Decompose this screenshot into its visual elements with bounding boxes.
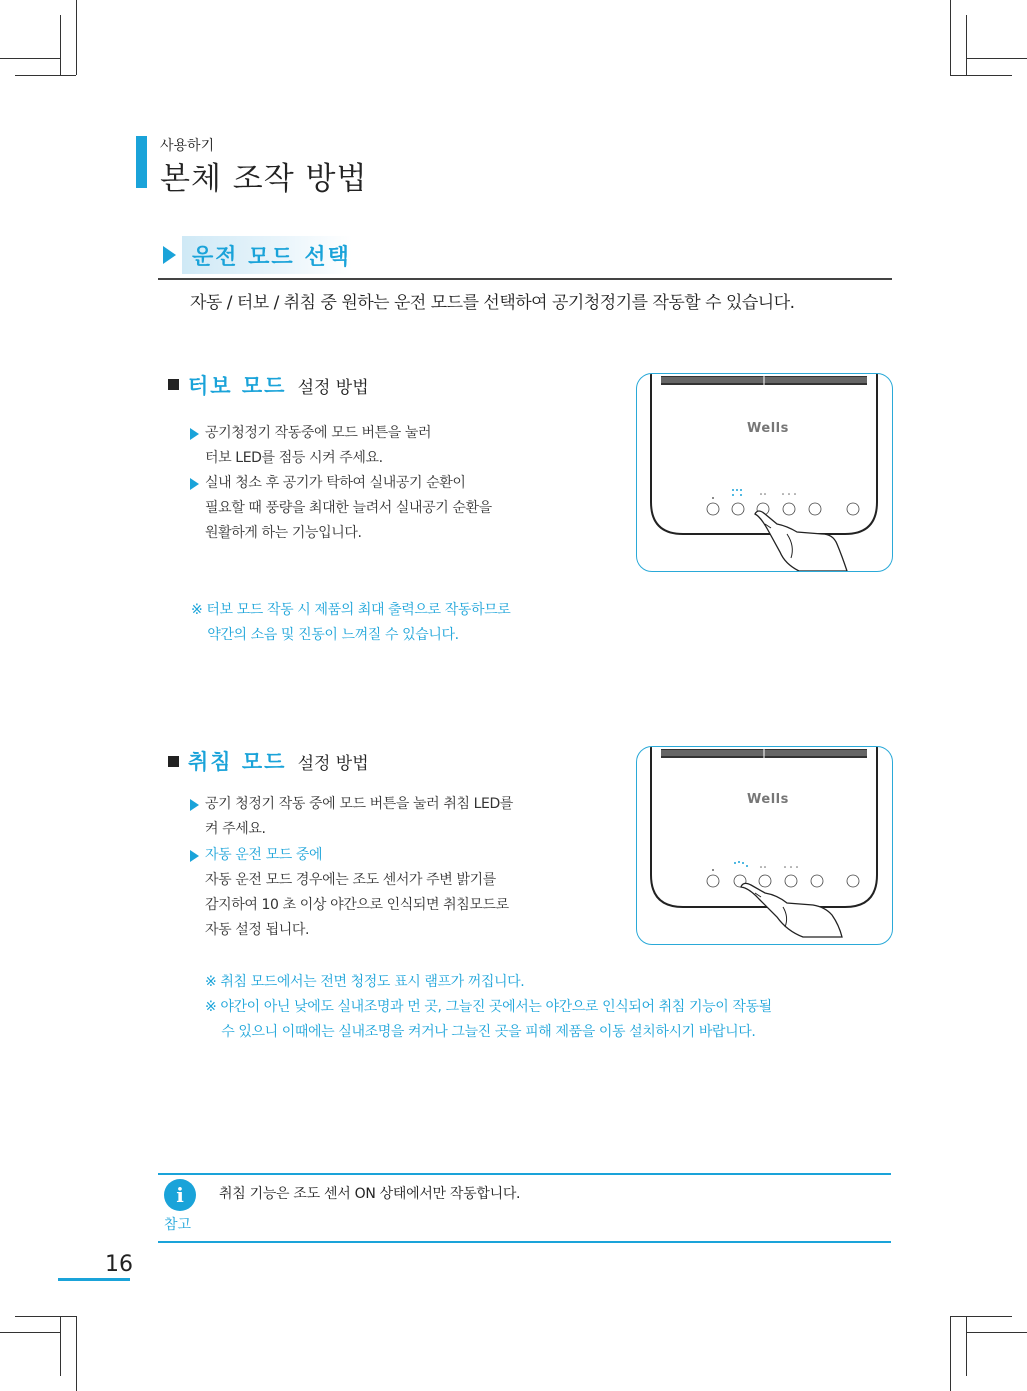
- crop-mark: [966, 1316, 967, 1376]
- header-accent-bar: [136, 136, 147, 188]
- bullet-arrow-icon: [190, 799, 199, 811]
- page-title: 본체 조작 방법: [160, 161, 368, 197]
- turbo-note: ※ 터보 모드 작동 시 제품의 최대 출력으로 작동하므로 약간의 소음 및 진동이 느껴질 수 있습니다.: [191, 602, 511, 643]
- turbo-bullet-2: 실내 청소 후 공기가 탁하여 실내공기 순환이 필요할 때 풍량을 최대한 늘려서 실내공기 순환을 원활하게 하는 기능입니다.: [205, 475, 492, 541]
- bullet-arrow-icon: [190, 478, 199, 490]
- crop-mark: [15, 1316, 76, 1317]
- crop-mark: [967, 58, 1027, 59]
- air-purifier-drawing: [637, 747, 892, 944]
- turbo-bullet-1: 공기청정기 작동중에 모드 버튼을 눌러 터보 LED를 점등 시켜 주세요.: [205, 425, 432, 466]
- turbo-device-illustration: [636, 373, 893, 572]
- crop-mark: [76, 1316, 77, 1391]
- sleep-heading: [188, 746, 369, 776]
- sleep-bullet-1: 공기 청정기 작동 중에 모드 버튼을 눌러 취침 LED를 켜 주세요.: [205, 796, 513, 837]
- section-intro: 자동 / 터보 / 취침 중 원하는 운전 모드를 선택하여 공기청정기를 작동할 수 있습니다.: [190, 293, 795, 313]
- crop-mark: [950, 75, 1012, 76]
- note-label: 참고: [164, 1217, 192, 1233]
- crop-mark: [0, 1332, 60, 1333]
- bullet-arrow-icon: [190, 850, 199, 862]
- breadcrumb: 사용하기: [160, 138, 215, 154]
- crop-mark: [15, 75, 76, 76]
- sleep-note-1: ※ 취침 모드에서는 전면 청정도 표시 램프가 꺼집니다.: [205, 974, 525, 990]
- device-brand-logo: Wells: [747, 792, 789, 807]
- turbo-title: 터보 모드: [188, 374, 287, 398]
- section-divider: [158, 278, 892, 280]
- note-box-bottom-rule: [158, 1241, 891, 1243]
- page-number: 16: [105, 1252, 133, 1277]
- info-icon: i: [164, 1179, 196, 1211]
- crop-mark: [950, 1316, 951, 1391]
- section-title: 운전 모드 선택: [192, 245, 351, 270]
- bullet-arrow-icon: [190, 428, 199, 440]
- device-brand-logo: Wells: [747, 421, 789, 436]
- crop-mark: [966, 15, 967, 75]
- sleep-note-2: ※ 야간이 아닌 낮에도 실내조명과 먼 곳, 그늘진 곳에서는 야간으로 인식되어 취침 기능이 작동될 수 있으니 이때에는 실내조명을 켜거나 그늘진 곳을 피해 제품을 이동 설치하시기 바랍니다.: [205, 999, 772, 1040]
- note-text: 취침 기능은 조도 센서 ON 상태에서만 작동합니다.: [219, 1186, 521, 1202]
- crop-mark: [76, 0, 77, 75]
- section-arrow-icon: [163, 246, 176, 264]
- square-bullet-icon: [168, 756, 179, 767]
- air-purifier-drawing: [637, 374, 892, 571]
- turbo-title-rest: 설정 방법: [297, 378, 369, 398]
- note-box-top-rule: [158, 1173, 891, 1175]
- crop-mark: [950, 0, 951, 75]
- sleep-title-rest: 설정 방법: [297, 754, 369, 774]
- sleep-bullet-2: 자동 운전 모드 중에 자동 운전 모드 경우에는 조도 센서가 주변 밝기를 감지하여 10 초 이상 야간으로 인식되면 취침모드로 자동 설정 됩니다.: [205, 847, 509, 938]
- crop-mark: [967, 1332, 1027, 1333]
- square-bullet-icon: [168, 379, 179, 390]
- sleep-device-illustration: [636, 746, 893, 945]
- page-number-rule: [58, 1278, 130, 1281]
- crop-mark: [950, 1316, 1012, 1317]
- turbo-heading: [188, 370, 369, 400]
- sleep-title: 취침 모드: [188, 750, 287, 774]
- crop-mark: [0, 58, 60, 59]
- crop-mark: [60, 15, 61, 75]
- crop-mark: [60, 1316, 61, 1376]
